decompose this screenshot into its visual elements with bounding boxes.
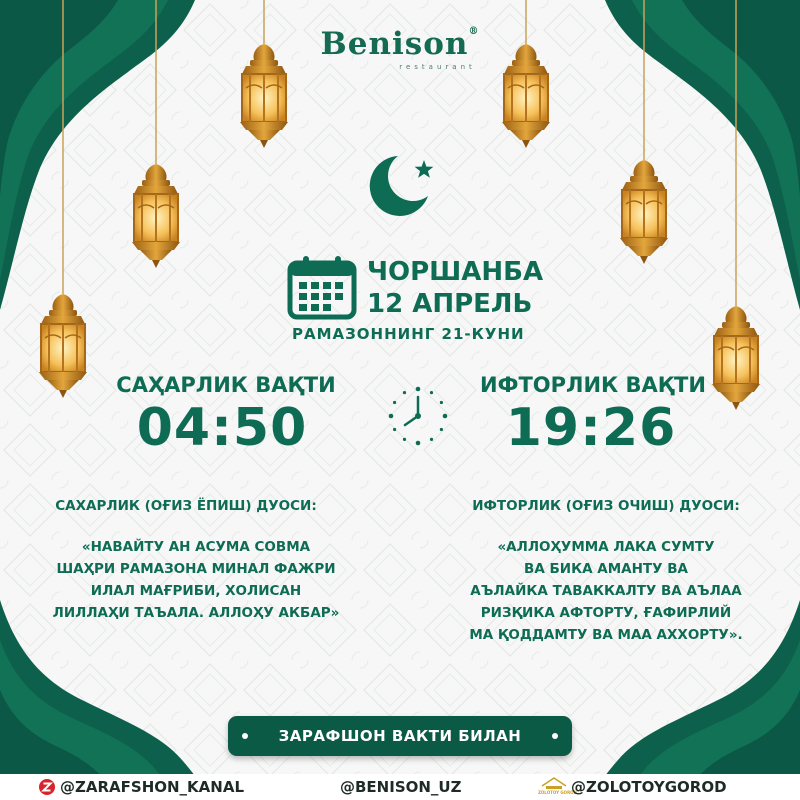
- dua-line: ШАҲРИ РАМАЗОНА МИНАЛ ФАЖРИ: [56, 561, 336, 577]
- corner-ornament-bottom-left: [0, 600, 240, 800]
- dua-line: «АЛЛОҲУММА ЛАКА СУМТУ: [497, 539, 715, 555]
- footer: [0, 774, 800, 800]
- suhoor-dua-text: [16, 536, 376, 624]
- iftar-title: ИФТОРЛИК ВАҚТИ: [480, 373, 706, 397]
- date: 12 АПРЕЛЬ: [367, 289, 533, 319]
- footer-handle-zarafshon[interactable]: @ZARAFSHON_KANAL: [60, 778, 245, 796]
- footer-handle-benison[interactable]: @BENISON_UZ: [340, 778, 462, 796]
- crescent-star-icon: [362, 150, 442, 220]
- suhoor-dua-title: САХАРЛИК (ОҒИЗ ЁПИШ) ДУОСИ:: [55, 498, 317, 514]
- iftar-dua-text: [426, 536, 786, 646]
- timezone-banner: [228, 716, 572, 756]
- ramadan-day: РАМАЗОННИНГ 21-КУНИ: [292, 325, 525, 343]
- dua-line: «НАВАЙТУ АН АСУМА СОВМА: [81, 539, 311, 555]
- zarafshon-logo-icon: [39, 779, 55, 795]
- dua-line: МА ҚОДДАМТУ ВА МАА АХХОРТУ».: [469, 627, 743, 643]
- timezone-banner-label: ЗАРАФШОН ВАКТИ БИЛАН: [278, 727, 522, 745]
- brand-registered-mark: ®: [468, 26, 480, 37]
- clock-icon: [387, 385, 449, 447]
- lantern-left-top: [234, 0, 294, 152]
- banner-dot-right: [552, 733, 558, 739]
- suhoor-time: 04:50: [136, 398, 308, 458]
- dua-line: РИЗҚИКА АФТОРТУ, ҒАФИРЛИЙ: [480, 605, 732, 621]
- dua-line: ЛИЛЛАҲИ ТАЪАЛА. АЛЛОҲУ АКБАР»: [52, 605, 340, 621]
- brand-subtitle: restaurant: [399, 63, 476, 71]
- zolotoy-gorod-logo-text: ZOLOTOY GOROD: [538, 790, 577, 795]
- dua-line: АЪЛАЙКА ТАВАККАЛТУ ВА АЪЛАА: [470, 583, 742, 599]
- lantern-right-top: [496, 0, 556, 152]
- dua-line: ИЛАЛ МАҒРИБИ, ХОЛИСАН: [90, 583, 302, 599]
- brand-logo: [0, 26, 800, 62]
- dua-line: ВА БИКА АМАНТУ ВА: [524, 561, 688, 577]
- brand-name: Benison: [320, 26, 469, 62]
- calendar-icon: [287, 254, 357, 320]
- weekday: ЧОРШАНБА: [367, 257, 544, 287]
- suhoor-title: САҲАРЛИК ВАҚТИ: [116, 373, 336, 397]
- iftar-time: 19:26: [505, 398, 677, 458]
- footer-handle-zolotoygorod[interactable]: @ZOLOTOYGOROD: [571, 778, 727, 796]
- iftar-dua-title: ИФТОРЛИК (ОҒИЗ ОЧИШ) ДУОСИ:: [472, 498, 740, 514]
